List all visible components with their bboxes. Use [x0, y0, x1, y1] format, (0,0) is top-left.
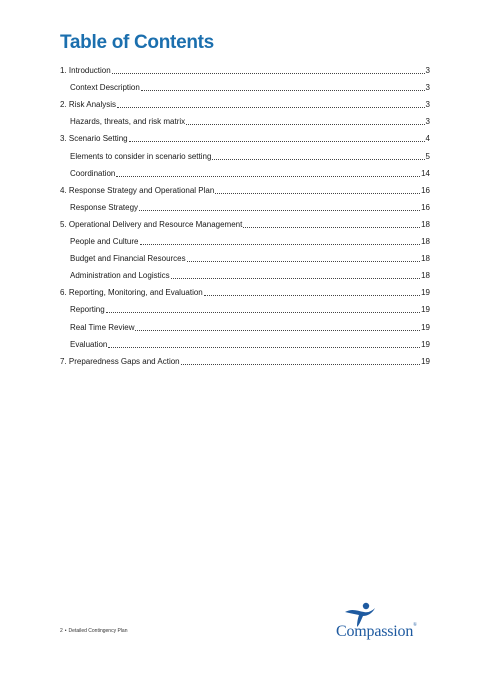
toc-entry[interactable]	[70, 321, 430, 333]
toc-entry-page: 4	[425, 134, 430, 144]
toc-dot-leader	[139, 210, 420, 211]
toc-entry[interactable]	[70, 150, 430, 162]
toc-dot-leader	[187, 261, 420, 262]
toc-entry[interactable]	[60, 64, 430, 76]
toc-entry-page: 19	[421, 305, 430, 315]
toc-dot-leader	[243, 227, 420, 228]
toc-entry[interactable]	[70, 81, 430, 93]
toc-entry[interactable]	[70, 201, 430, 213]
toc-entry-label: 7. Preparedness Gaps and Action	[60, 356, 180, 366]
toc-entry-label: People and Culture	[70, 237, 139, 246]
logo-trademark: ®	[413, 623, 417, 628]
toc-entry-page: 19	[421, 322, 430, 332]
toc-entry-page: 19	[421, 356, 430, 366]
toc-dot-leader	[106, 312, 420, 313]
toc-entry[interactable]	[60, 98, 430, 110]
toc-entry-page: 3	[425, 66, 430, 75]
toc-entry-label: 3. Scenario Setting	[60, 134, 128, 144]
toc-entry-label: Context Description	[70, 83, 140, 93]
toc-entry-page: 3	[425, 100, 430, 110]
toc-entry[interactable]	[70, 338, 430, 350]
footer-separator: •	[64, 628, 67, 634]
toc-entry-page: 5	[425, 151, 430, 161]
toc-entry-label: 2. Risk Analysis	[60, 100, 117, 110]
toc-entry-label: Coordination	[70, 168, 116, 178]
toc-entry[interactable]	[60, 184, 430, 196]
toc-entry-page: 19	[421, 339, 430, 349]
toc-entry[interactable]	[70, 269, 430, 281]
toc-entry-label: 6. Reporting, Monitoring, and Evaluation	[60, 288, 203, 298]
toc-dot-leader	[140, 244, 421, 245]
toc-dot-leader	[108, 347, 420, 348]
toc-entry-label: 1. Introduction	[60, 66, 111, 75]
toc-entry-page: 14	[421, 168, 430, 178]
toc-entry-page: 16	[421, 202, 430, 212]
toc-entry[interactable]	[70, 115, 430, 127]
toc-dot-leader	[141, 90, 425, 91]
toc-entry-page: 18	[421, 271, 430, 281]
toc-dot-leader	[212, 159, 424, 160]
toc-entry-page: 18	[421, 219, 430, 229]
footer-document-name: Detailed Contingency Plan	[68, 628, 128, 634]
toc-dot-leader	[171, 278, 420, 279]
toc-entry-page: 16	[421, 185, 430, 195]
toc-entry[interactable]	[70, 303, 430, 315]
toc-entry[interactable]	[70, 235, 430, 247]
toc-entry[interactable]	[60, 355, 430, 367]
toc-dot-leader	[204, 295, 420, 296]
toc-dot-leader	[117, 107, 425, 108]
toc-entry-page: 3	[425, 117, 430, 127]
toc-dot-leader	[112, 73, 425, 74]
compassion-logo	[332, 602, 432, 644]
toc-entry[interactable]	[60, 132, 430, 144]
toc-entry-label: Budget and Financial Resources	[70, 254, 186, 264]
toc-dot-leader	[181, 364, 420, 365]
logo-wordmark: Compassion®	[336, 623, 417, 640]
toc-entry-label: 5. Operational Delivery and Resource Management	[60, 219, 243, 229]
toc-entry-label: Administration and Logistics	[70, 271, 170, 281]
toc-dot-leader	[186, 124, 424, 125]
toc-entry-page: 19	[421, 288, 430, 298]
toc-dot-leader	[135, 330, 420, 331]
toc-entry-page: 18	[421, 254, 430, 264]
toc-entry-label: Response Strategy	[70, 202, 139, 212]
toc-entry-page: 3	[425, 83, 430, 93]
toc-entry-label: Reporting	[70, 305, 105, 315]
footer-page-number: 2	[60, 628, 63, 634]
toc-entry-label: Real Time Review	[70, 322, 135, 332]
toc-entry-label: Hazards, threats, and risk matrix	[70, 117, 186, 127]
toc-entry-label: Evaluation	[70, 339, 108, 349]
toc-entry[interactable]	[70, 167, 430, 179]
toc-entry[interactable]	[60, 286, 430, 298]
toc-entry-label: Elements to consider in scenario setting	[70, 151, 212, 161]
page-title: Table of Contents	[60, 32, 214, 53]
toc-dot-leader	[129, 141, 425, 142]
page-footer	[60, 628, 127, 634]
toc-dot-leader	[215, 193, 420, 194]
toc-entry-page: 18	[421, 237, 430, 246]
toc-entry[interactable]	[70, 252, 430, 264]
toc-dot-leader	[116, 176, 420, 177]
toc-entry-label: 4. Response Strategy and Operational Plan	[60, 185, 215, 195]
toc-entry[interactable]	[60, 218, 430, 230]
